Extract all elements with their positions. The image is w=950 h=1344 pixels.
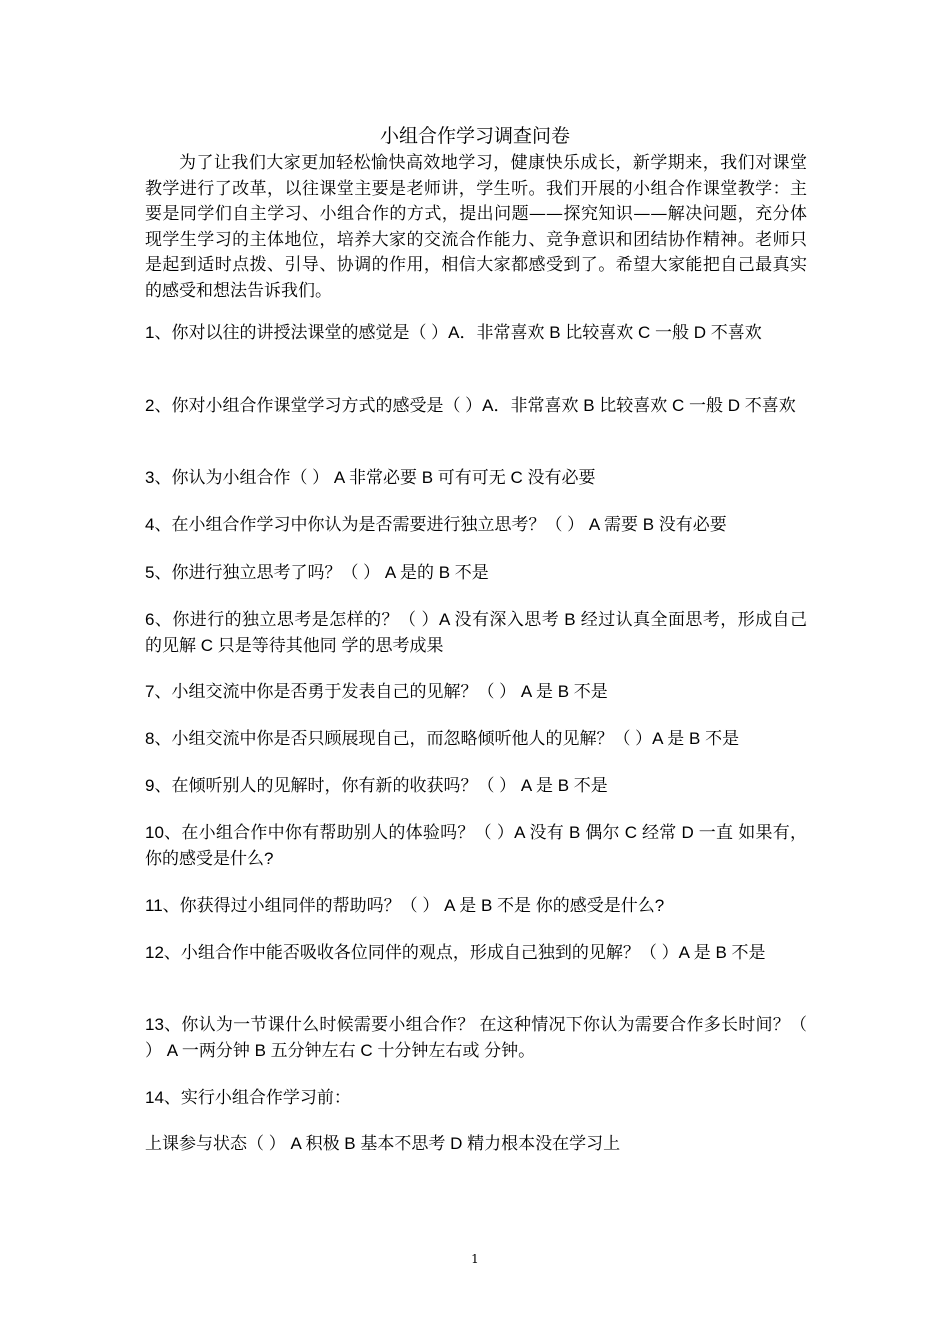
question-11: 11、你获得过小组同伴的帮助吗？（ ） A 是 B 不是 你的感受是什么?: [145, 896, 665, 915]
page-number: 1: [471, 1252, 479, 1266]
question-9: 9、在倾听别人的见解时，你有新的收获吗？（ ） A 是 B 不是: [145, 776, 608, 795]
question-8: 8、小组交流中你是否只顾展现自己，而忽略倾听他人的见解？（ ）A 是 B 不是: [145, 729, 740, 748]
question-6: 6、你进行的独立思考是怎样的？（ ）A 没有深入思考 B 经过认真全面思考，形成自己的见解 C 只是等待其他同 学的思考成果: [145, 610, 807, 655]
question-10: 10、在小组合作中你有帮助别人的体验吗？（ ）A 没有 B 偶尔 C 经常 D 一直 如果有，你的感受是什么?: [145, 823, 807, 868]
question-14: 14、实行小组合作学习前：: [145, 1088, 351, 1107]
question-3: 3、你认为小组合作（ ） A 非常必要 B 可有可无 C 没有必要: [145, 468, 596, 487]
question-2: 2、你对小组合作课堂学习方式的感受是（ ）A．非常喜欢 B 比较喜欢 C 一般 D 不喜欢: [145, 396, 796, 415]
question-5: 5、你进行独立思考了吗？（ ） A 是的 B 不是: [145, 563, 489, 582]
document-title: 小组合作学习调查问卷: [379, 125, 570, 147]
intro-paragraph: 为了让我们大家更加轻松愉快高效地学习，健康快乐成长，新学期来，我们对课堂教学进行了改革，以往课堂主要是老师讲，学生听。我们开展的小组合作课堂教学：主要是同学们自主学习、小组合作的方式，提出问题——探究知识——解决问题，充分体现学生学习的主体地位，培养大家的交流合作能力、竞争意识和团结协作精神。老师只是起到适时点拨、引导、协调的作用，相信大家都感受到了。希望大家能把自己最真实的感受和想法告诉我们。: [145, 153, 807, 301]
question-14-item: 上课参与状态（ ） A 积极 B 基本不思考 D 精力根本没在学习上: [145, 1134, 621, 1153]
question-13: 13、你认为一节课什么时候需要小组合作？ 在这种情况下你认为需要合作多长时间？（ ） A 一两分钟 B 五分钟左右 C 十分钟左右或 分钟。: [145, 1015, 807, 1060]
question-1: 1、你对以往的讲授法课堂的感觉是（ ）A．非常喜欢 B 比较喜欢 C 一般 D 不喜欢: [145, 323, 762, 342]
question-12: 12、小组合作中能否吸收各位同伴的观点，形成自己独到的见解？（ ）A 是 B 不是: [145, 943, 766, 962]
question-7: 7、小组交流中你是否勇于发表自己的见解？（ ） A 是 B 不是: [145, 682, 608, 701]
question-4: 4、在小组合作学习中你认为是否需要进行独立思考？（ ） A 需要 B 没有必要: [145, 515, 727, 534]
